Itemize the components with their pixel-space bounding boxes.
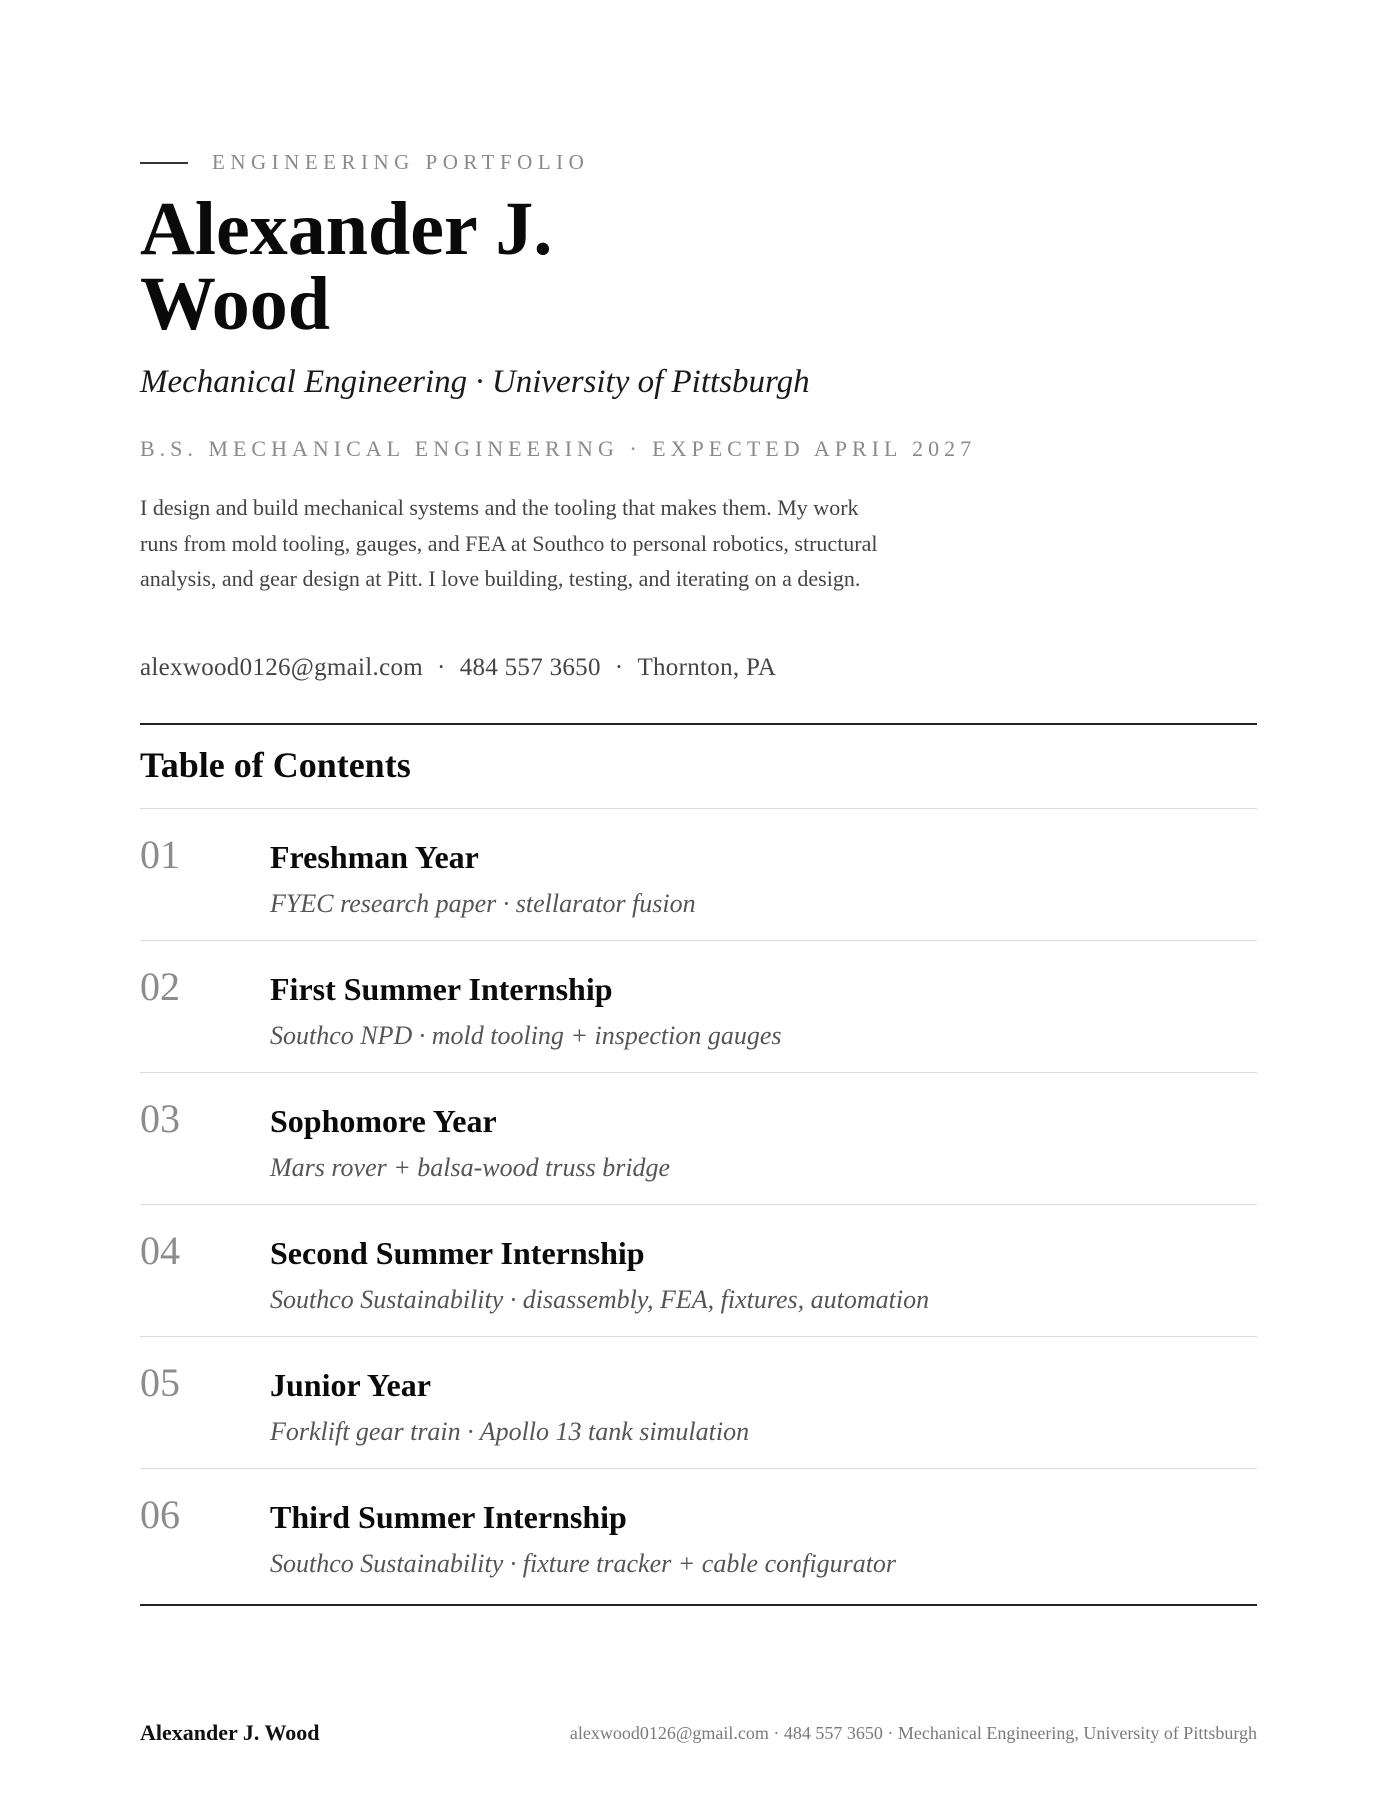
divider-bottom [140,1604,1257,1606]
toc-item-subtitle: Southco Sustainability · disassembly, FEA, fixtures, automation [270,1285,930,1314]
page-title [140,187,700,346]
toc-heading: Table of Contents [140,745,411,785]
kicker-rule [140,162,188,164]
toc-list [140,808,1257,1600]
contact-line [140,654,776,682]
toc-item-title: Freshman Year [270,839,479,875]
contact-phone[interactable]: 484 557 3650 [459,654,601,681]
toc-item[interactable] [140,1072,1257,1204]
toc-item-number: 03 [140,1096,180,1141]
toc-item[interactable] [140,1336,1257,1468]
toc-item-title: First Summer Internship [270,971,613,1007]
toc-item-title: Third Summer Internship [270,1499,627,1535]
toc-item-number: 02 [140,964,180,1009]
toc-item-title: Junior Year [270,1367,431,1403]
toc-item-subtitle: FYEC research paper · stellarator fusion [270,889,696,918]
toc-item-subtitle: Southco Sustainability · fixture tracker + cable configurator [270,1549,897,1578]
contact-location: Thornton, PA [637,654,777,681]
divider-top [140,723,1257,725]
name-line-1: Alexander J. [140,187,553,271]
toc-item-subtitle: Mars rover + balsa-wood truss bridge [270,1153,671,1182]
toc-item[interactable] [140,940,1257,1072]
footer-info: alexwood0126@gmail.com · 484 557 3650 · Mechanical Engineering, University of Pittsburgh [569,1723,1257,1743]
toc-item[interactable] [140,808,1257,940]
toc-item-number: 06 [140,1492,180,1537]
toc-item-number: 01 [140,832,180,877]
toc-item-title: Sophomore Year [270,1103,497,1139]
kicker-text: ENGINEERING PORTFOLIO [212,150,590,174]
toc-item[interactable] [140,1468,1257,1600]
footer-name: Alexander J. Wood [140,1720,320,1745]
contact-separator: · [614,654,624,681]
toc-item[interactable] [140,1204,1257,1336]
kicker [140,150,589,175]
toc-item-title: Second Summer Internship [270,1235,645,1271]
degree-line: B.S. MECHANICAL ENGINEERING · EXPECTED APRIL 2027 [140,436,977,461]
toc-item-subtitle: Southco NPD · mold tooling + inspection gauges [270,1021,782,1050]
toc-item-number: 04 [140,1228,180,1273]
subtitle: Mechanical Engineering · University of Pittsburgh [140,364,810,400]
toc-item-subtitle: Forklift gear train · Apollo 13 tank simulation [270,1417,750,1446]
contact-separator: · [437,654,446,681]
bio-paragraph: I design and build mechanical systems and the tooling that makes them. My work runs from mold tooling, gauges, and FEA at Southco to personal robotics, structural analysis, and gear design at Pitt. I love building, testing, and iterating on a design. [140,495,878,591]
toc-item-number: 05 [140,1360,180,1405]
name-line-2: Wood [140,262,331,346]
contact-email[interactable]: alexwood0126@gmail.com [140,654,424,681]
